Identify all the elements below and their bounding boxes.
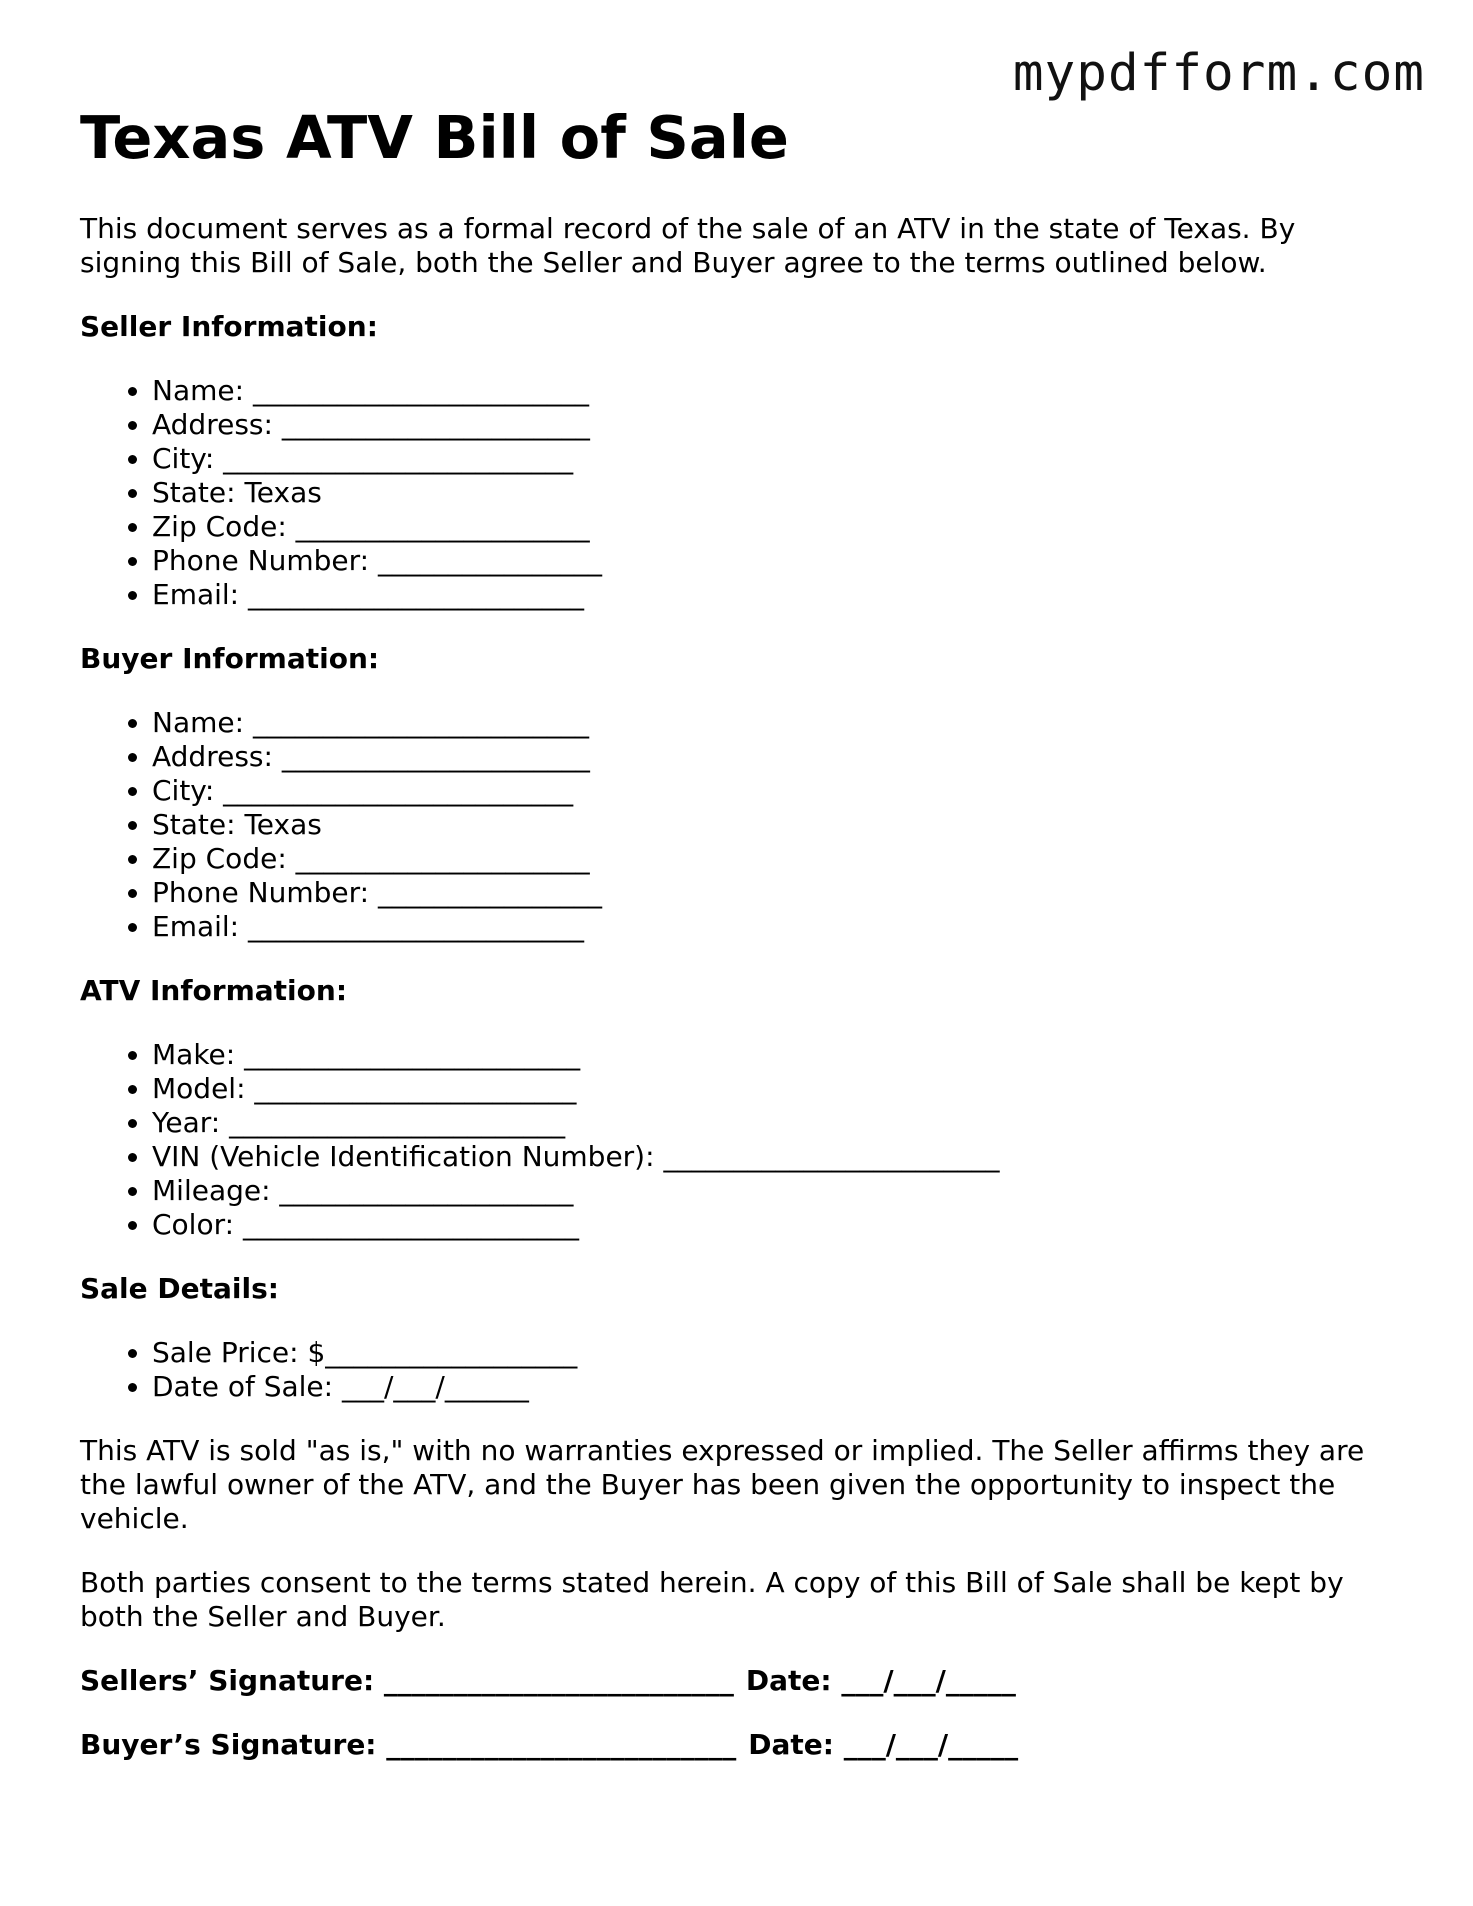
buyer-address-field[interactable]: • Address: ______________________ [152, 740, 1400, 774]
seller-state-field: • State: Texas [152, 476, 1400, 510]
atv-info-list [80, 1038, 1400, 1242]
seller-email-field[interactable]: • Email: ________________________ [152, 578, 1400, 612]
document-body [80, 98, 1400, 1762]
as-is-paragraph: This ATV is sold "as is," with no warranties expressed or implied. The Seller affirms they are the lawful owner of the ATV, and the Buyer has been given the opportunity to inspect the vehicle. [80, 1434, 1365, 1535]
seller-signature-date-field[interactable]: Date: ___/___/_____ [745, 1664, 1016, 1697]
buyer-signature-date-field[interactable]: Date: ___/___/_____ [748, 1728, 1019, 1761]
seller-zip-field[interactable]: • Zip Code: _____________________ [152, 510, 1400, 544]
seller-name-field[interactable]: • Name: ________________________ [152, 374, 1400, 408]
sale-details-list [80, 1336, 1400, 1404]
atv-model-field[interactable]: • Model: _______________________ [152, 1072, 1400, 1106]
buyer-email-field[interactable]: • Email: ________________________ [152, 910, 1400, 944]
atv-color-field[interactable]: • Color: ________________________ [152, 1208, 1400, 1242]
seller-section-heading: Seller Information: [80, 310, 378, 343]
buyer-phone-field[interactable]: • Phone Number: ________________ [152, 876, 1400, 910]
consent-paragraph: Both parties consent to the terms stated herein. A copy of this Bill of Sale shall be kept by both the Seller and Buyer. [80, 1566, 1344, 1633]
sale-price-field[interactable]: • Sale Price: $__________________ [152, 1336, 1400, 1370]
buyer-state-field: • State: Texas [152, 808, 1400, 842]
buyer-section-heading: Buyer Information: [80, 642, 380, 675]
seller-signature-row [80, 1664, 1400, 1698]
page-title: Texas ATV Bill of Sale [80, 103, 789, 172]
seller-info-list [80, 374, 1400, 612]
atv-make-field[interactable]: • Make: ________________________ [152, 1038, 1400, 1072]
atv-section-heading: ATV Information: [80, 974, 348, 1007]
buyer-signature-field[interactable]: Buyer’s Signature: _________________________ [80, 1728, 737, 1761]
atv-vin-field[interactable]: • VIN (Vehicle Identification Number): ________________________ [152, 1140, 1400, 1174]
watermark: mypdfform.com [1012, 44, 1425, 103]
buyer-zip-field[interactable]: • Zip Code: _____________________ [152, 842, 1400, 876]
seller-signature-field[interactable]: Sellers’ Signature: _________________________ [80, 1664, 734, 1697]
intro-paragraph: This document serves as a formal record of the sale of an ATV in the state of Texas. By signing this Bill of Sale, both the Seller and Buyer agree to the terms outlined below. [80, 212, 1296, 279]
atv-mileage-field[interactable]: • Mileage: _____________________ [152, 1174, 1400, 1208]
seller-city-field[interactable]: • City: _________________________ [152, 442, 1400, 476]
buyer-info-list [80, 706, 1400, 944]
atv-year-field[interactable]: • Year: ________________________ [152, 1106, 1400, 1140]
sale-section-heading: Sale Details: [80, 1272, 279, 1305]
seller-phone-field[interactable]: • Phone Number: ________________ [152, 544, 1400, 578]
buyer-signature-row [80, 1728, 1400, 1762]
buyer-name-field[interactable]: • Name: ________________________ [152, 706, 1400, 740]
sale-date-field[interactable]: • Date of Sale: ___/___/______ [152, 1370, 1400, 1404]
seller-address-field[interactable]: • Address: ______________________ [152, 408, 1400, 442]
buyer-city-field[interactable]: • City: _________________________ [152, 774, 1400, 808]
